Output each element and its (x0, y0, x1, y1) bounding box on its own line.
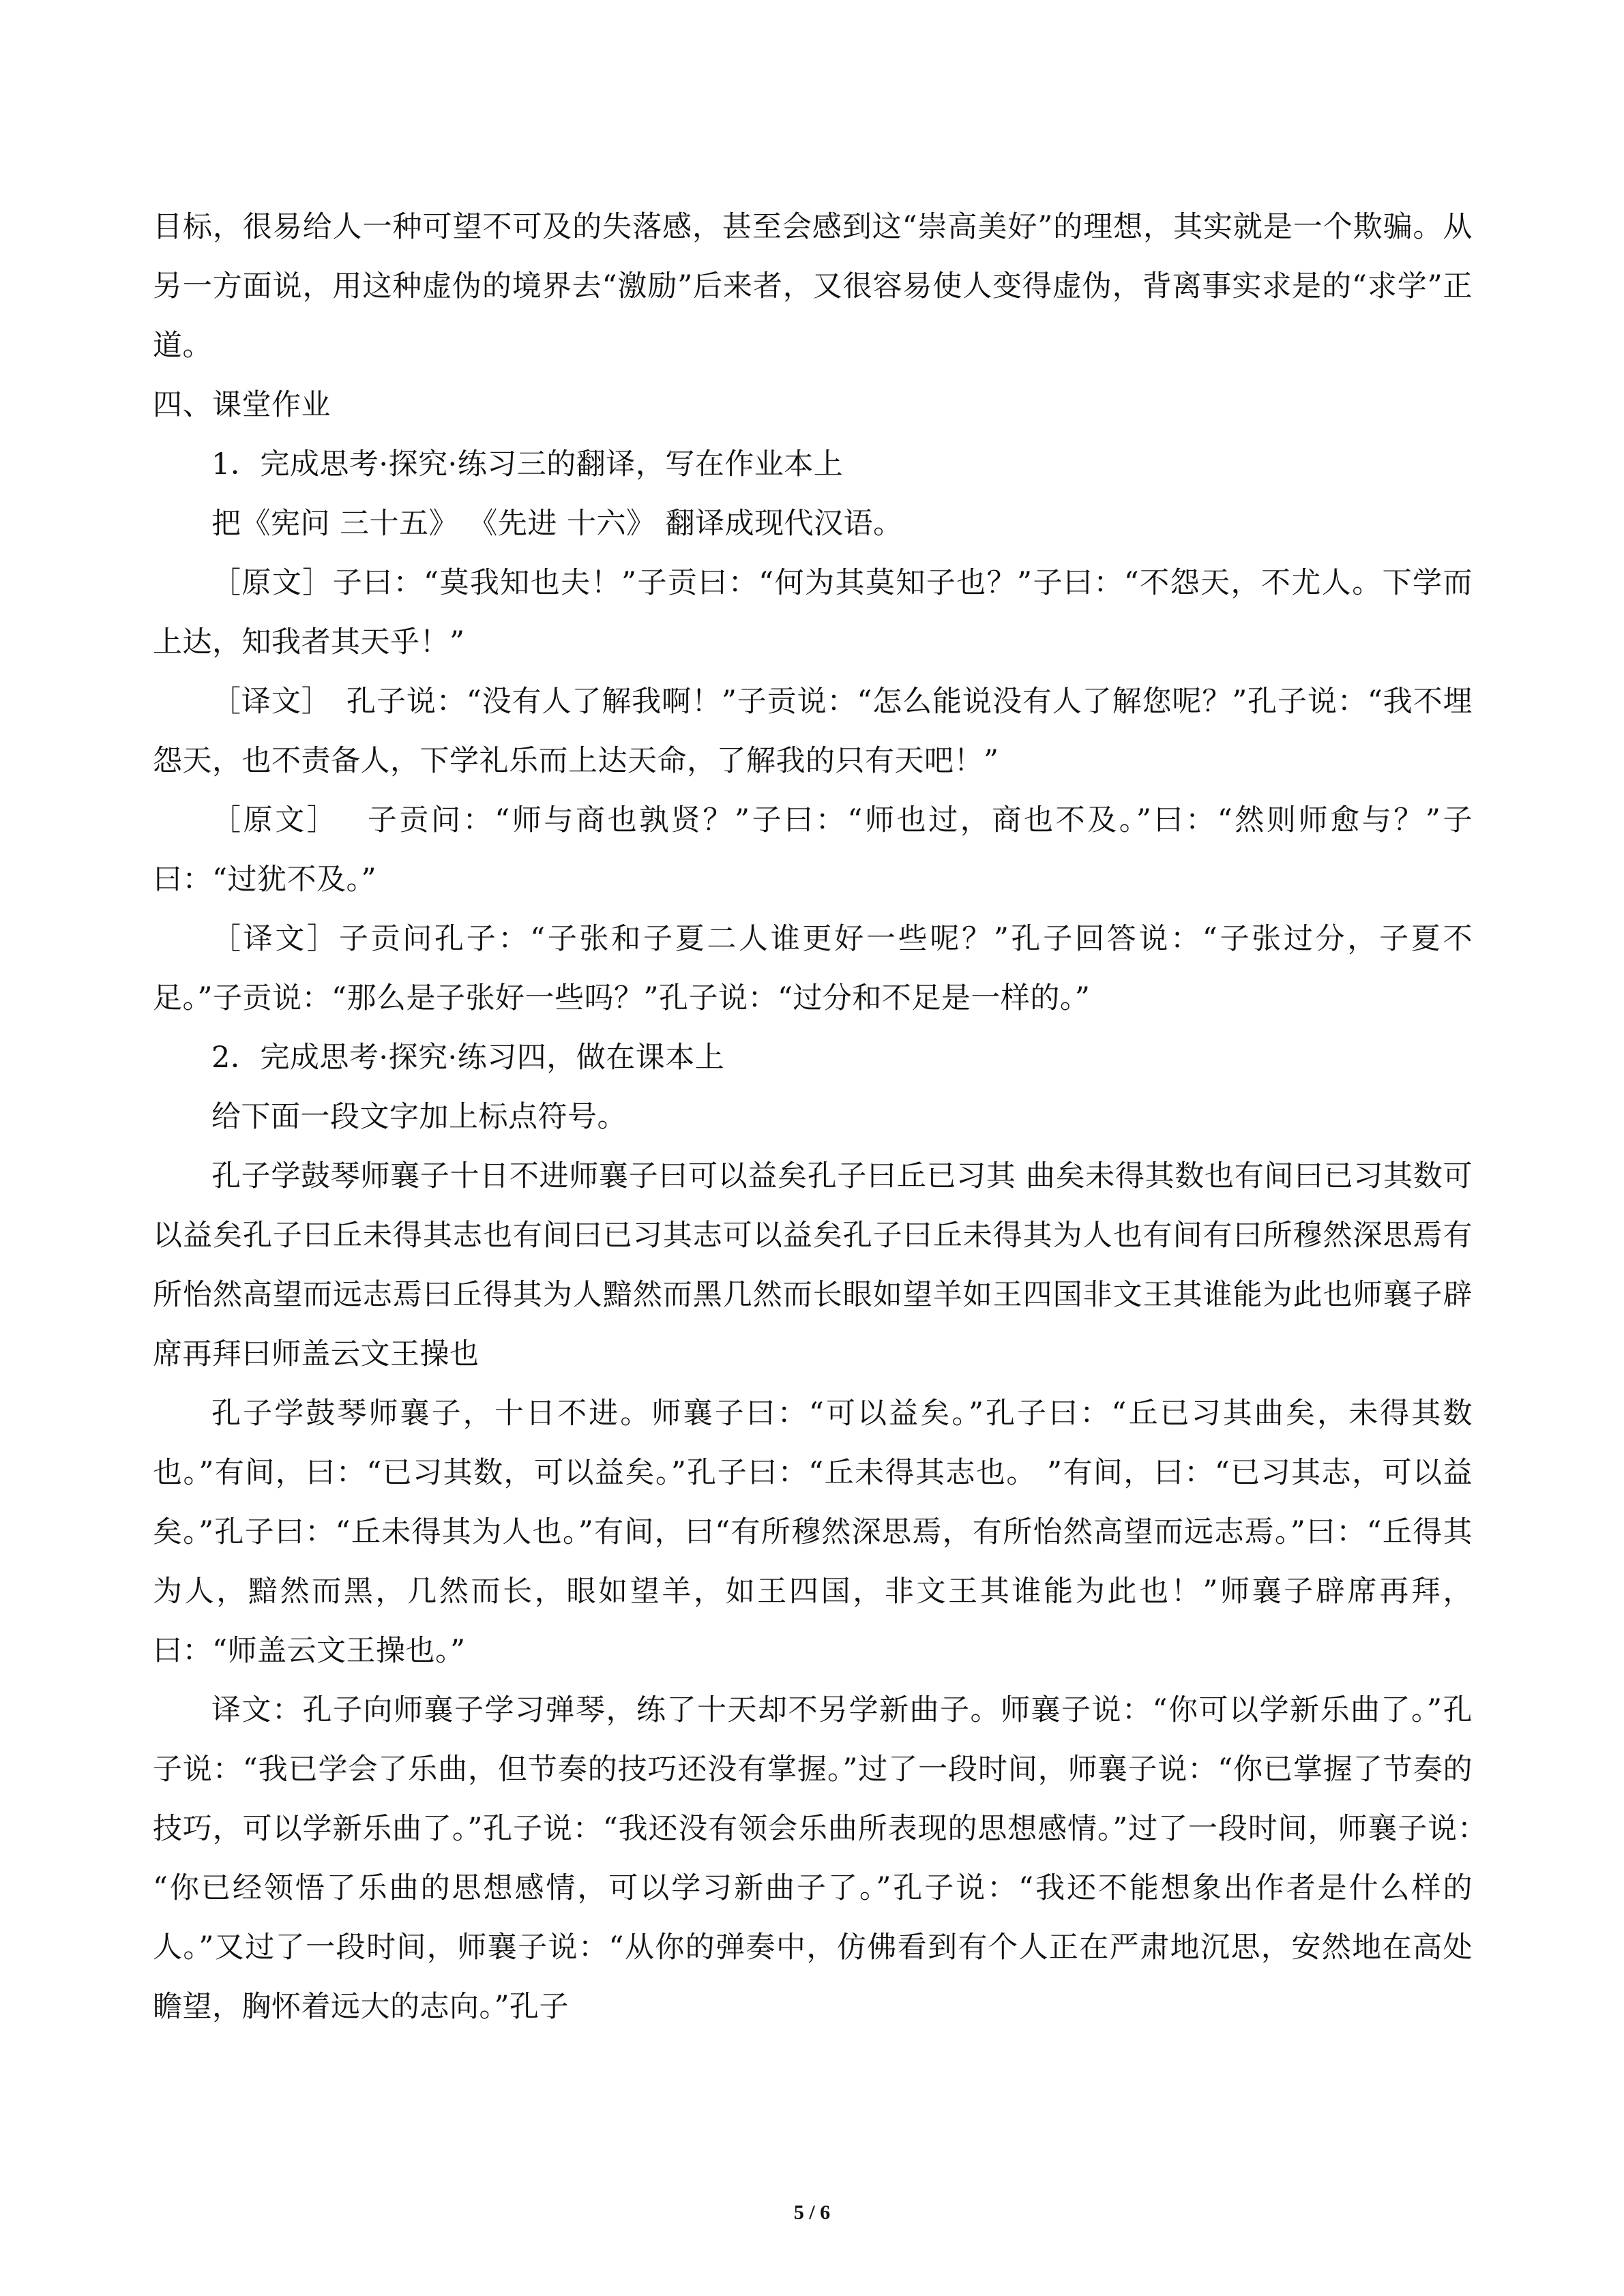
paragraph-continuation: 目标，很易给人一种可望不可及的失落感，甚至会感到这“崇高美好”的理想，其实就是一个欺骗。从另一方面说，用这种虚伪的境界去“激励”后来者，又很容易使人变得虚伪，背离事实求是的“求学”正道。 (153, 210, 1473, 363)
homework-item-2: 2．完成思考·探究·练习四，做在课本上 (211, 1041, 725, 1075)
punctuation-instruction: 给下面一段文字加上标点符号。 (211, 1100, 627, 1134)
unpunctuated-passage: 孔子学鼓琴师襄子十日不进师襄子曰可以益矣孔子曰丘已习其 曲矣未得其数也有间曰已习其数可以益矣孔子曰丘未得其志也有间曰已习其志可以益矣孔子曰丘未得其为人也有间有曰所穆然深思焉有所怡然高望而远志焉曰丘得其为人黯然而黑几然而长眼如望羊如王四国非文王其谁能为此也师襄子辟席再拜曰师盖云文王操也 (153, 1159, 1473, 1371)
homework-item-1: 1．完成思考·探究·练习三的翻译，写在作业本上 (211, 447, 844, 481)
translation-instruction: 把《宪问 三十五》 《先进 十六》 翻译成现代汉语。 (211, 507, 903, 541)
translation-text-1: ［译文］ 孔子说：“没有人了解我啊！”子贡说：“怎么能说没有人了解您呢？”孔子说：“我不埋怨天，也不责备人，下学礼乐而上达天命，了解我的只有天吧！” (153, 685, 1473, 778)
punctuated-passage: 孔子学鼓琴师襄子，十日不进。师襄子曰：“可以益矣。”孔子曰：“丘已习其曲矣，未得其数也。”有间，曰：“已习其数，可以益矣。”孔子曰：“丘未得其志也。 ”有间，曰：“已习其志，可以益矣。”孔子曰：“丘未得其为人也。”有间，曰“有所穆然深思焉，有所怡然高望而远志焉。”曰：“丘得其为人，黯然而黑，几然而长，眼如望羊，如王四国，非文王其谁能为此也！”师襄子辟席再拜，曰：“师盖云文王操也。” (153, 1397, 1473, 1668)
document-body (153, 198, 1532, 2037)
original-text-1: ［原文］子曰：“莫我知也夫！”子贡曰：“何为其莫知子也？”子曰：“不怨天，不尤人。下学而上达，知我者其天乎！” (153, 566, 1473, 659)
passage-translation: 译文：孔子向师襄子学习弹琴，练了十天却不另学新曲子。师襄子说：“你可以学新乐曲了。”孔子说：“我已学会了乐曲，但节奏的技巧还没有掌握。”过了一段时间，师襄子说：“你已掌握了节奏的技巧，可以学新乐曲了。”孔子说：“我还没有领会乐曲所表现的思想感情。”过了一段时间，师襄子说： “你已经领悟了乐曲的思想感情，可以学习新曲子了。”孔子说：“我还不能想象出作者是什么样的人。”又过了一段时间，师襄子说：“从你的弹奏中，仿佛看到有个人正在严肃地沉思，安然地在高处瞻望，胸怀着远大的志向。”孔子 (153, 1693, 1532, 2024)
original-text-2: ［原文］ 子贡问：“师与商也孰贤？”子曰：“师也过，商也不及。”曰：“然则师愈与？”子曰：“过犹不及。” (153, 803, 1473, 897)
page-number: 5 / 6 (793, 2201, 831, 2224)
section-heading-classroom-homework: 四、课堂作业 (153, 388, 331, 422)
translation-text-2: ［译文］子贡问孔子：“子张和子夏二人谁更好一些呢？”孔子回答说：“子张过分，子夏不足。”子贡说：“那么是子张好一些吗？”孔子说：“过分和不足是一样的。” (153, 922, 1473, 1015)
